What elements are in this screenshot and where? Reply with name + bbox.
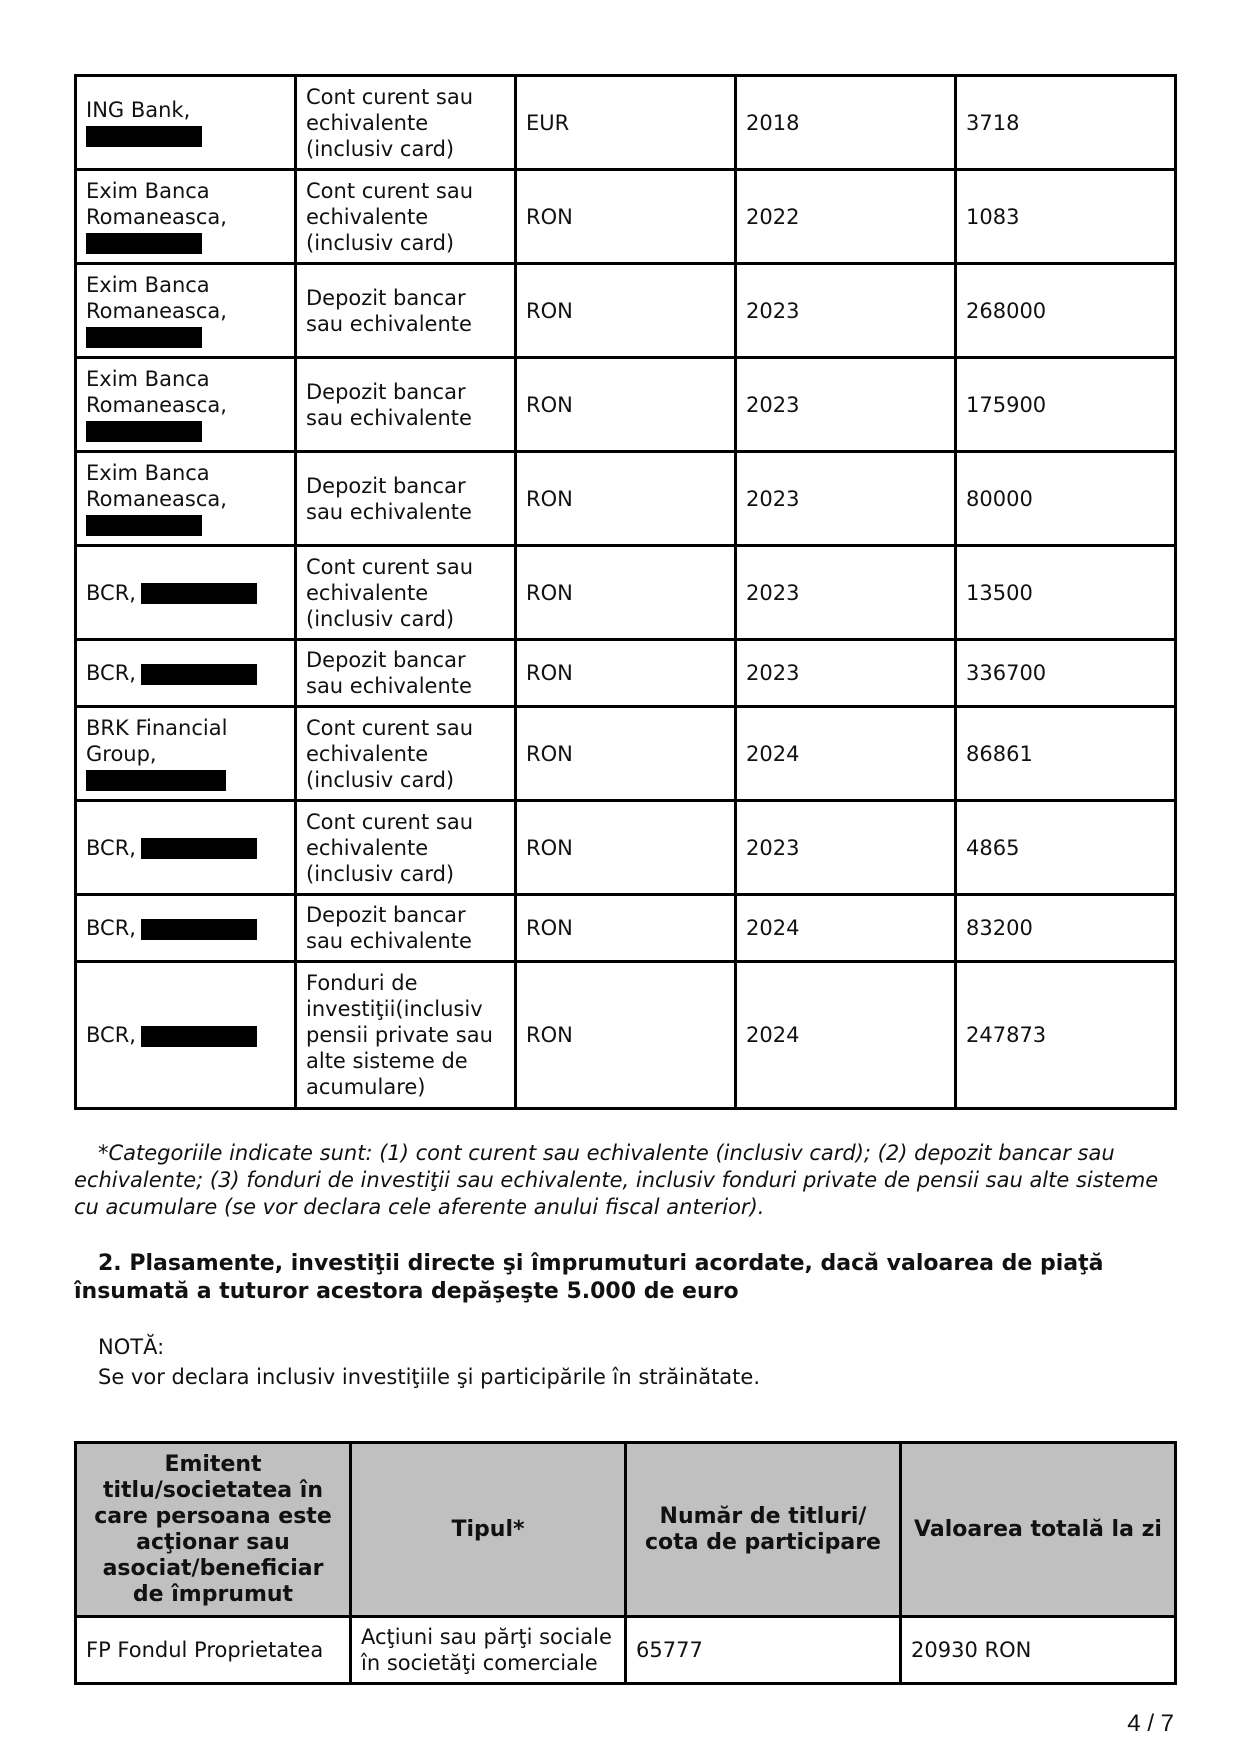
institution-cell: BCR, [76, 962, 296, 1109]
table-row [76, 358, 1176, 452]
redaction-bar [86, 770, 226, 791]
institution-cell: ING Bank, [76, 76, 296, 170]
value-cell: 336700 [956, 640, 1176, 707]
institution-cell: BCR, [76, 546, 296, 640]
value-cell: 80000 [956, 452, 1176, 546]
table-row [76, 452, 1176, 546]
investments-table [74, 1441, 1177, 1685]
table-row [76, 264, 1176, 358]
year-cell: 2024 [736, 962, 956, 1109]
redaction-bar [86, 233, 202, 254]
currency-cell: RON [516, 640, 736, 707]
institution-cell: Exim Banca Romaneasca, [76, 452, 296, 546]
type-cell: Depozit bancar sau echivalente [296, 358, 516, 452]
redaction-bar [141, 1026, 257, 1047]
currency-cell: RON [516, 170, 736, 264]
year-cell: 2018 [736, 76, 956, 170]
value-cell: 86861 [956, 707, 1176, 801]
redaction-bar [141, 919, 257, 940]
type-cell: Acţiuni sau părţi sociale în societăţi comerciale [351, 1617, 626, 1684]
currency-cell: RON [516, 962, 736, 1109]
note-label: NOTĂ: [98, 1335, 165, 1359]
value-cell: 20930 RON [901, 1617, 1176, 1684]
value-cell: 83200 [956, 895, 1176, 962]
year-cell: 2023 [736, 801, 956, 895]
institution-cell: BCR, [76, 895, 296, 962]
count-cell: 65777 [626, 1617, 901, 1684]
column-header-type: Tipul* [351, 1443, 626, 1617]
page-number: 4 / 7 [1127, 1710, 1174, 1737]
redaction-bar [86, 327, 202, 348]
header-row [76, 1443, 1176, 1617]
type-cell: Cont curent sau echivalente (inclusiv card) [296, 76, 516, 170]
institution-cell: BCR, [76, 640, 296, 707]
value-cell: 175900 [956, 358, 1176, 452]
table-row [76, 801, 1176, 895]
table-row [76, 895, 1176, 962]
institution-cell: Exim Banca Romaneasca, [76, 170, 296, 264]
redaction-bar [141, 583, 257, 604]
value-cell: 268000 [956, 264, 1176, 358]
column-header-value: Valoarea totală la zi [901, 1443, 1176, 1617]
value-cell: 247873 [956, 962, 1176, 1109]
type-cell: Depozit bancar sau echivalente [296, 640, 516, 707]
redaction-bar [86, 515, 202, 536]
type-cell: Cont curent sau echivalente (inclusiv card) [296, 801, 516, 895]
type-cell: Cont curent sau echivalente (inclusiv card) [296, 707, 516, 801]
table-row [76, 546, 1176, 640]
year-cell: 2023 [736, 640, 956, 707]
currency-cell: RON [516, 358, 736, 452]
column-header-issuer: Emitent titlu/societatea în care persoana este acţionar sau asociat/beneficiar de împrumut [76, 1443, 351, 1617]
currency-cell: RON [516, 264, 736, 358]
institution-cell: BRK Financial Group, [76, 707, 296, 801]
currency-cell: EUR [516, 76, 736, 170]
type-cell: Cont curent sau echivalente (inclusiv card) [296, 546, 516, 640]
table-row [76, 1617, 1176, 1684]
value-cell: 3718 [956, 76, 1176, 170]
year-cell: 2023 [736, 546, 956, 640]
table-row [76, 962, 1176, 1109]
note-text: Se vor declara inclusiv investiţiile şi participările în străinătate. [98, 1365, 761, 1389]
currency-cell: RON [516, 452, 736, 546]
institution-cell: Exim Banca Romaneasca, [76, 264, 296, 358]
redaction-bar [141, 838, 257, 859]
currency-cell: RON [516, 546, 736, 640]
table-row [76, 707, 1176, 801]
currency-cell: RON [516, 801, 736, 895]
redaction-bar [86, 126, 202, 147]
type-cell: Fonduri de investiţii(inclusiv pensii private sau alte sisteme de acumulare) [296, 962, 516, 1109]
section-2-title: 2. Plasamente, investiţii directe şi împrumuturi acordate, dacă valoarea de piaţă însumată a tuturor acestora depăşeşte 5.000 de euro [74, 1251, 1104, 1304]
table-row [76, 640, 1176, 707]
value-cell: 13500 [956, 546, 1176, 640]
year-cell: 2023 [736, 264, 956, 358]
institution-cell: Exim Banca Romaneasca, [76, 358, 296, 452]
category-footnote: *Categoriile indicate sunt: (1) cont curent sau echivalente (inclusiv card); (2) depozit bancar sau echivalente; (3) fonduri de investiţii sau echivalente, inclusiv fonduri private de pensii sau alte sisteme cu acumulare (se vor declara cele aferente anului fiscal anterior). [74, 1141, 1159, 1219]
type-cell: Depozit bancar sau echivalente [296, 895, 516, 962]
column-header-count: Număr de titluri/ cota de participare [626, 1443, 901, 1617]
year-cell: 2022 [736, 170, 956, 264]
currency-cell: RON [516, 895, 736, 962]
redaction-bar [141, 664, 257, 685]
value-cell: 1083 [956, 170, 1176, 264]
table-row [76, 76, 1176, 170]
type-cell: Depozit bancar sau echivalente [296, 264, 516, 358]
year-cell: 2023 [736, 358, 956, 452]
issuer-cell: FP Fondul Proprietatea [76, 1617, 351, 1684]
value-cell: 4865 [956, 801, 1176, 895]
table-row [76, 170, 1176, 264]
year-cell: 2023 [736, 452, 956, 546]
type-cell: Cont curent sau echivalente (inclusiv card) [296, 170, 516, 264]
redaction-bar [86, 421, 202, 442]
year-cell: 2024 [736, 895, 956, 962]
institution-cell: BCR, [76, 801, 296, 895]
year-cell: 2024 [736, 707, 956, 801]
type-cell: Depozit bancar sau echivalente [296, 452, 516, 546]
currency-cell: RON [516, 707, 736, 801]
bank-accounts-table [74, 74, 1177, 1110]
